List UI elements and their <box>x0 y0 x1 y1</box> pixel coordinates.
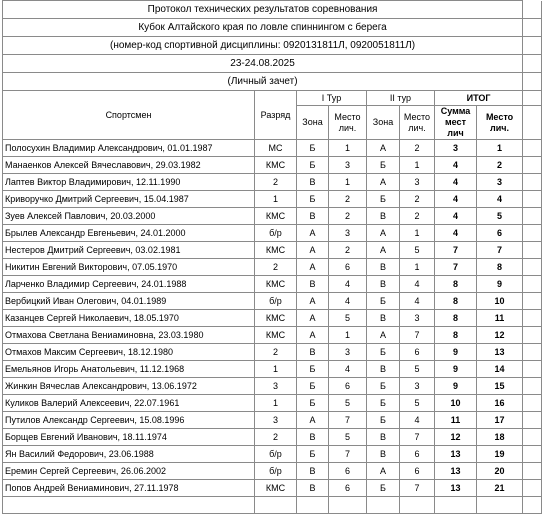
tour2-zone: А <box>367 140 400 157</box>
table-row <box>3 208 542 225</box>
tour2-zone: В <box>367 310 400 327</box>
tour2-place: 2 <box>400 191 435 208</box>
tour2-place: 6 <box>400 446 435 463</box>
table-row <box>3 395 542 412</box>
tour1-zone: В <box>297 344 329 361</box>
tour2-header: II тур <box>367 91 435 106</box>
table-row <box>3 191 542 208</box>
tour1-place: 3 <box>329 157 367 174</box>
tour2-zone: Б <box>367 191 400 208</box>
final-place: 2 <box>477 157 523 174</box>
sum-places: 9 <box>435 378 477 395</box>
final-place: 16 <box>477 395 523 412</box>
table-row <box>3 327 542 344</box>
athlete-rank: КМС <box>255 276 297 293</box>
athlete-name: Вербицкий Иван Олегович, 04.01.1989 <box>3 293 255 310</box>
tour1-place: 3 <box>329 344 367 361</box>
tour1-zone: Б <box>297 361 329 378</box>
tour1-zone: А <box>297 259 329 276</box>
table-row <box>3 140 542 157</box>
sum-places: 7 <box>435 242 477 259</box>
tour2-place: 4 <box>400 276 435 293</box>
tour1-place: 3 <box>329 225 367 242</box>
sum-places: 11 <box>435 412 477 429</box>
table-row <box>3 276 542 293</box>
athlete-rank: КМС <box>255 480 297 497</box>
tour2-place-header: Место лич. <box>400 106 435 140</box>
competition-dates: 23-24.08.2025 <box>3 55 523 73</box>
athlete-name: Ян Василий Федорович, 23.06.1988 <box>3 446 255 463</box>
athlete-rank: 2 <box>255 174 297 191</box>
standings-type: (Личный зачет) <box>3 73 523 91</box>
final-place: 11 <box>477 310 523 327</box>
athlete-rank: 1 <box>255 361 297 378</box>
tour1-zone: Б <box>297 446 329 463</box>
sum-places: 4 <box>435 225 477 242</box>
tour2-zone: В <box>367 446 400 463</box>
tour1-place: 4 <box>329 361 367 378</box>
final-place: 13 <box>477 344 523 361</box>
final-place: 14 <box>477 361 523 378</box>
final-place: 6 <box>477 225 523 242</box>
final-place: 15 <box>477 378 523 395</box>
athlete-name: Жинкин Вячеслав Александрович, 13.06.1972 <box>3 378 255 395</box>
tour2-place: 4 <box>400 412 435 429</box>
athlete-name: Борщев Евгений Иванович, 18.11.1974 <box>3 429 255 446</box>
sum-places: 9 <box>435 361 477 378</box>
tour2-place: 3 <box>400 310 435 327</box>
athlete-name: Ларченко Владимир Сергеевич, 24.01.1988 <box>3 276 255 293</box>
tour1-place: 5 <box>329 310 367 327</box>
athlete-rank: б/р <box>255 293 297 310</box>
athlete-name: Зуев Алексей Павлович, 20.03.2000 <box>3 208 255 225</box>
sum-places: 7 <box>435 259 477 276</box>
sum-places-header: Сумма мест лич <box>435 106 477 140</box>
table-row <box>3 446 542 463</box>
sum-places: 9 <box>435 344 477 361</box>
tour2-zone: Б <box>367 480 400 497</box>
tour2-place: 4 <box>400 293 435 310</box>
athlete-name: Еремин Сергей Сергеевич, 26.06.2002 <box>3 463 255 480</box>
table-row <box>3 174 542 191</box>
table-row <box>3 378 542 395</box>
final-place: 18 <box>477 429 523 446</box>
tour2-place: 1 <box>400 225 435 242</box>
table-row <box>3 361 542 378</box>
tour1-zone: А <box>297 412 329 429</box>
sum-places: 8 <box>435 327 477 344</box>
tour1-zone: Б <box>297 191 329 208</box>
final-place: 4 <box>477 191 523 208</box>
table-row <box>3 242 542 259</box>
tour2-place: 5 <box>400 242 435 259</box>
sum-places: 4 <box>435 174 477 191</box>
tour1-place: 6 <box>329 463 367 480</box>
tour2-place: 3 <box>400 378 435 395</box>
tour1-place: 1 <box>329 174 367 191</box>
table-row <box>3 480 542 497</box>
athlete-name: Криворучко Дмитрий Сергеевич, 15.04.1987 <box>3 191 255 208</box>
tour2-place: 3 <box>400 174 435 191</box>
tour2-zone: А <box>367 242 400 259</box>
tour2-zone: Б <box>367 157 400 174</box>
tour1-place: 6 <box>329 378 367 395</box>
athlete-rank: 2 <box>255 344 297 361</box>
discipline-code: (номер-код спортивной дисциплины: 0920131811Л, 0920051811Л) <box>3 37 523 55</box>
athlete-rank: КМС <box>255 157 297 174</box>
tour1-place: 6 <box>329 259 367 276</box>
final-place: 21 <box>477 480 523 497</box>
table-row <box>3 463 542 480</box>
results-table <box>2 0 542 514</box>
sum-places: 4 <box>435 157 477 174</box>
tour2-zone: В <box>367 429 400 446</box>
sum-places: 13 <box>435 446 477 463</box>
athlete-name: Манаенков Алексей Вячеславович, 29.03.1982 <box>3 157 255 174</box>
sum-places: 10 <box>435 395 477 412</box>
athlete-column-header: Спортсмен <box>3 91 255 140</box>
tour2-place: 1 <box>400 157 435 174</box>
tour2-place: 1 <box>400 259 435 276</box>
tour2-place: 7 <box>400 327 435 344</box>
final-place: 5 <box>477 208 523 225</box>
tour2-place: 5 <box>400 395 435 412</box>
tour1-place: 5 <box>329 395 367 412</box>
tour1-place-header: Место лич. <box>329 106 367 140</box>
tour2-zone: В <box>367 276 400 293</box>
tour2-place: 7 <box>400 429 435 446</box>
tour2-place: 5 <box>400 361 435 378</box>
athlete-rank: б/р <box>255 463 297 480</box>
sum-places: 3 <box>435 140 477 157</box>
rank-column-header: Разряд <box>255 91 297 140</box>
tour1-place: 2 <box>329 191 367 208</box>
final-place: 19 <box>477 446 523 463</box>
table-row <box>3 429 542 446</box>
tour1-place: 1 <box>329 140 367 157</box>
tour1-zone: В <box>297 276 329 293</box>
athlete-name: Полосухин Владимир Александрович, 01.01.1987 <box>3 140 255 157</box>
athlete-rank: 3 <box>255 378 297 395</box>
tour1-zone: Б <box>297 140 329 157</box>
tour1-zone: Б <box>297 378 329 395</box>
athlete-rank: 3 <box>255 412 297 429</box>
athlete-name: Лаптев Виктор Владимирович, 12.11.1990 <box>3 174 255 191</box>
sum-places: 4 <box>435 208 477 225</box>
tour2-place: 2 <box>400 208 435 225</box>
tour1-zone: А <box>297 242 329 259</box>
athlete-rank: МС <box>255 140 297 157</box>
tour2-zone: А <box>367 225 400 242</box>
tour2-zone: Б <box>367 378 400 395</box>
tour2-zone: А <box>367 327 400 344</box>
protocol-title: Протокол технических результатов соревнования <box>3 1 523 19</box>
table-row <box>3 225 542 242</box>
athlete-rank: КМС <box>255 208 297 225</box>
athlete-name: Попов Андрей Вениаминович, 27.11.1978 <box>3 480 255 497</box>
tour1-place: 7 <box>329 412 367 429</box>
final-place: 3 <box>477 174 523 191</box>
tour2-zone: Б <box>367 412 400 429</box>
final-place: 20 <box>477 463 523 480</box>
tour2-zone: Б <box>367 344 400 361</box>
tour2-zone: В <box>367 208 400 225</box>
tour1-zone: А <box>297 293 329 310</box>
tour1-header: I Тур <box>297 91 367 106</box>
tour2-place: 6 <box>400 463 435 480</box>
competition-name: Кубок Алтайского края по ловле спиннингом с берега <box>3 19 523 37</box>
athlete-name: Емельянов Игорь Анатольевич, 11.12.1968 <box>3 361 255 378</box>
athlete-rank: б/р <box>255 446 297 463</box>
athlete-rank: 2 <box>255 259 297 276</box>
tour1-zone-header: Зона <box>297 106 329 140</box>
tour2-zone: В <box>367 259 400 276</box>
sum-places: 8 <box>435 310 477 327</box>
final-place: 7 <box>477 242 523 259</box>
tour1-zone: Б <box>297 157 329 174</box>
athlete-rank: КМС <box>255 327 297 344</box>
final-place: 10 <box>477 293 523 310</box>
tour1-place: 2 <box>329 242 367 259</box>
athlete-rank: б/р <box>255 225 297 242</box>
tour1-place: 4 <box>329 293 367 310</box>
tour1-zone: В <box>297 463 329 480</box>
athlete-rank: 1 <box>255 395 297 412</box>
tour1-place: 2 <box>329 208 367 225</box>
tour1-zone: В <box>297 174 329 191</box>
tour1-zone: В <box>297 429 329 446</box>
sum-places: 13 <box>435 463 477 480</box>
table-row <box>3 157 542 174</box>
tour1-place: 7 <box>329 446 367 463</box>
final-place: 17 <box>477 412 523 429</box>
athlete-name: Отмахова Светлана Вениаминовна, 23.03.1980 <box>3 327 255 344</box>
athlete-rank: КМС <box>255 242 297 259</box>
tour1-place: 1 <box>329 327 367 344</box>
tour2-zone-header: Зона <box>367 106 400 140</box>
total-header: ИТОГ <box>435 91 523 106</box>
table-row <box>3 344 542 361</box>
sum-places: 12 <box>435 429 477 446</box>
tour1-zone: В <box>297 208 329 225</box>
tour2-zone: А <box>367 463 400 480</box>
athlete-name: Куликов Валерий Алексеевич, 22.07.1961 <box>3 395 255 412</box>
tour2-zone: В <box>367 361 400 378</box>
final-place: 8 <box>477 259 523 276</box>
tour1-place: 4 <box>329 276 367 293</box>
final-place: 9 <box>477 276 523 293</box>
table-row <box>3 310 542 327</box>
athlete-name: Казанцев Сергей Николаевич, 18.05.1970 <box>3 310 255 327</box>
tour1-place: 6 <box>329 480 367 497</box>
sum-places: 8 <box>435 293 477 310</box>
tour1-zone: А <box>297 327 329 344</box>
tour2-place: 7 <box>400 480 435 497</box>
tour2-zone: А <box>367 174 400 191</box>
athlete-name: Отмахов Максим Сергеевич, 18.12.1980 <box>3 344 255 361</box>
tour1-zone: А <box>297 225 329 242</box>
athlete-name: Нестеров Дмитрий Сергеевич, 03.02.1981 <box>3 242 255 259</box>
tour2-place: 2 <box>400 140 435 157</box>
final-place-header: Место лич. <box>477 106 523 140</box>
athlete-rank: 2 <box>255 429 297 446</box>
sum-places: 4 <box>435 191 477 208</box>
athlete-rank: 1 <box>255 191 297 208</box>
athlete-name: Брылев Александр Евгеньевич, 24.01.2000 <box>3 225 255 242</box>
tour2-zone: Б <box>367 293 400 310</box>
table-row <box>3 259 542 276</box>
tour1-zone: Б <box>297 395 329 412</box>
athlete-name: Путилов Александр Сергеевич, 15.08.1996 <box>3 412 255 429</box>
sum-places: 8 <box>435 276 477 293</box>
athlete-name: Никитин Евгений Викторович, 07.05.1970 <box>3 259 255 276</box>
results-rows <box>3 140 542 497</box>
tour1-zone: В <box>297 480 329 497</box>
tour1-zone: А <box>297 310 329 327</box>
table-row <box>3 412 542 429</box>
tour2-place: 6 <box>400 344 435 361</box>
table-row <box>3 293 542 310</box>
final-place: 12 <box>477 327 523 344</box>
final-place: 1 <box>477 140 523 157</box>
sum-places: 13 <box>435 480 477 497</box>
tour1-place: 5 <box>329 429 367 446</box>
athlete-rank: КМС <box>255 310 297 327</box>
tour2-zone: Б <box>367 395 400 412</box>
